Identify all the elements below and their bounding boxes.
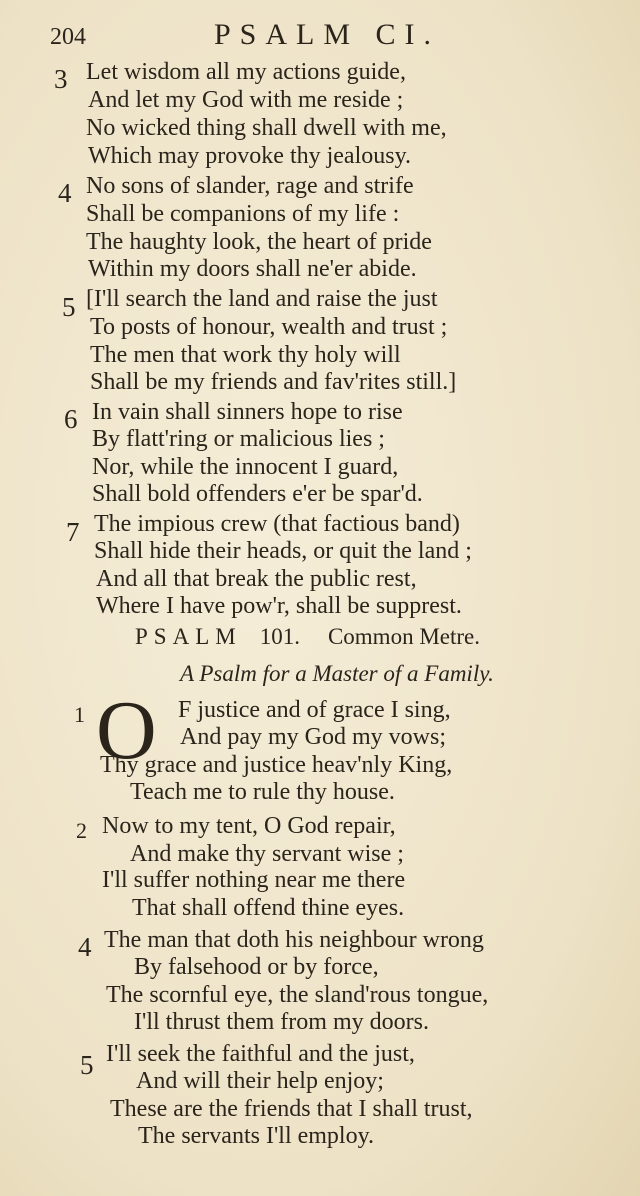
- verse-line: Shall bold offenders e'er be spar'd.: [92, 481, 423, 507]
- stanza-number: 4: [78, 932, 92, 962]
- psalm-subtitle: A Psalm for a Master of a Family.: [180, 661, 494, 686]
- verse-line: I'll seek the faithful and the just,: [106, 1041, 415, 1067]
- verse-line: These are the friends that I shall trust,: [110, 1096, 473, 1122]
- verse-line: Nor, while the innocent I guard,: [92, 454, 399, 480]
- psalm-number: 101.: [259, 624, 300, 649]
- verse-line: And will their help enjoy;: [136, 1068, 384, 1094]
- psalm-label: PSALM: [135, 624, 242, 649]
- verse-line: Shall be my friends and fav'rites still.]: [90, 369, 457, 395]
- verse-line: And all that break the public rest,: [96, 566, 417, 592]
- verse-line: And make thy servant wise ;: [130, 841, 404, 867]
- verse-line: Within my doors shall ne'er abide.: [88, 256, 417, 282]
- verse-line: The scornful eye, the sland'rous tongue,: [106, 982, 489, 1008]
- verse-line: I'll suffer nothing near me there: [102, 867, 406, 893]
- drop-cap: O: [96, 684, 157, 777]
- verse-line: Shall be companions of my life :: [86, 201, 400, 227]
- verse-line: I'll thrust them from my doors.: [134, 1009, 429, 1035]
- verse-line: By falsehood or by force,: [134, 954, 379, 980]
- verse-line: The haughty look, the heart of pride: [86, 229, 432, 255]
- verse-line: Which may provoke thy jealousy.: [88, 143, 412, 169]
- verse-line: And let my God with me reside ;: [88, 87, 404, 113]
- stanza-number: 2: [76, 818, 87, 843]
- stanza-number: 4: [58, 178, 72, 208]
- verse-line: No sons of slander, rage and strife: [86, 173, 414, 199]
- verse-line: The man that doth his neighbour wrong: [104, 927, 484, 953]
- verse-line: By flatt'ring or malicious lies ;: [92, 426, 385, 452]
- verse-line: Teach me to rule thy house.: [130, 779, 395, 805]
- stanza-number: 5: [80, 1050, 94, 1080]
- verse-line: No wicked thing shall dwell with me,: [86, 115, 447, 141]
- psalm-meter: Common Metre.: [327, 624, 480, 649]
- stanza-number: 5: [62, 292, 76, 322]
- verse-line: Let wisdom all my actions guide,: [86, 59, 406, 85]
- verse-line: The men that work thy holy will: [90, 342, 401, 368]
- stanza-number: 1: [74, 702, 85, 727]
- verse-line: Shall hide their heads, or quit the land ;: [94, 538, 472, 564]
- verse-line: F justice and of grace I sing,: [178, 697, 451, 723]
- stanza-number: 7: [66, 517, 80, 547]
- verse-line: That shall offend thine eyes.: [132, 895, 405, 921]
- running-title: PSALM CI.: [214, 18, 441, 51]
- page-number: 204: [50, 24, 86, 50]
- verse-line: To posts of honour, wealth and trust ;: [90, 314, 448, 340]
- verse-line: [I'll search the land and raise the just: [86, 286, 438, 312]
- verse-line: The servants I'll employ.: [138, 1123, 375, 1149]
- verse-line: In vain shall sinners hope to rise: [92, 399, 403, 425]
- verse-line: And pay my God my vows;: [180, 724, 446, 750]
- stanza-number: 6: [64, 404, 78, 434]
- verse-line: Where I have pow'r, shall be supprest.: [96, 593, 462, 619]
- psalm-heading: [135, 624, 480, 650]
- verse-line: The impious crew (that factious band): [94, 511, 460, 537]
- stanza-number: 3: [54, 64, 68, 94]
- verse-line: Now to my tent, O God repair,: [102, 813, 396, 839]
- verse-line: Thy grace and justice heav'nly King,: [100, 752, 453, 778]
